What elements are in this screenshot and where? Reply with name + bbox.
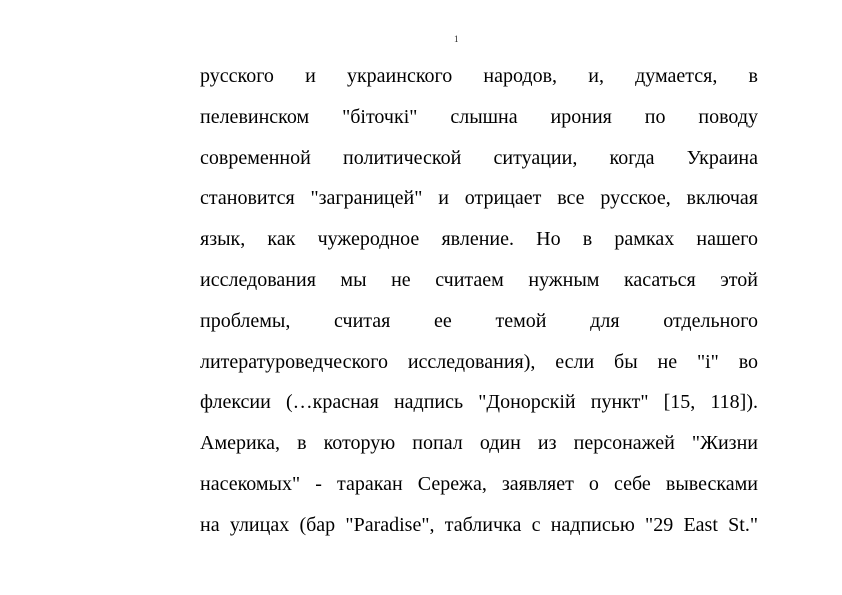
text-line: становится "заграницей" и отрицает все русское, включая — [200, 187, 758, 210]
text-line: насекомых" - таракан Сережа, заявляет о себе вывесками — [200, 472, 758, 495]
text-line: язык, как чужеродное явление. Но в рамках нашего — [200, 228, 758, 251]
body-text — [200, 56, 758, 546]
text-line: пелевинском "біточкі" слышна ирония по поводу — [200, 105, 758, 128]
page-number: 1 — [454, 34, 459, 44]
text-line: русского и украинского народов, и, думается, в — [200, 65, 758, 87]
text-line: проблемы, считая ее темой для отдельного — [200, 309, 758, 332]
text-line: флексии (…красная надпись "Донорскій пункт" [15, 118]). — [200, 391, 758, 414]
text-line: литературоведческого исследования), если бы не "і" во — [200, 350, 758, 373]
text-line: современной политической ситуации, когда Украина — [200, 146, 758, 169]
text-line: исследования мы не считаем нужным касаться этой — [200, 268, 758, 291]
text-line: на улицах (бар "Paradise", табличка с надписью "29 East St." — [200, 513, 758, 536]
text-line: Америка, в которую попал один из персонажей "Жизни — [200, 432, 758, 455]
